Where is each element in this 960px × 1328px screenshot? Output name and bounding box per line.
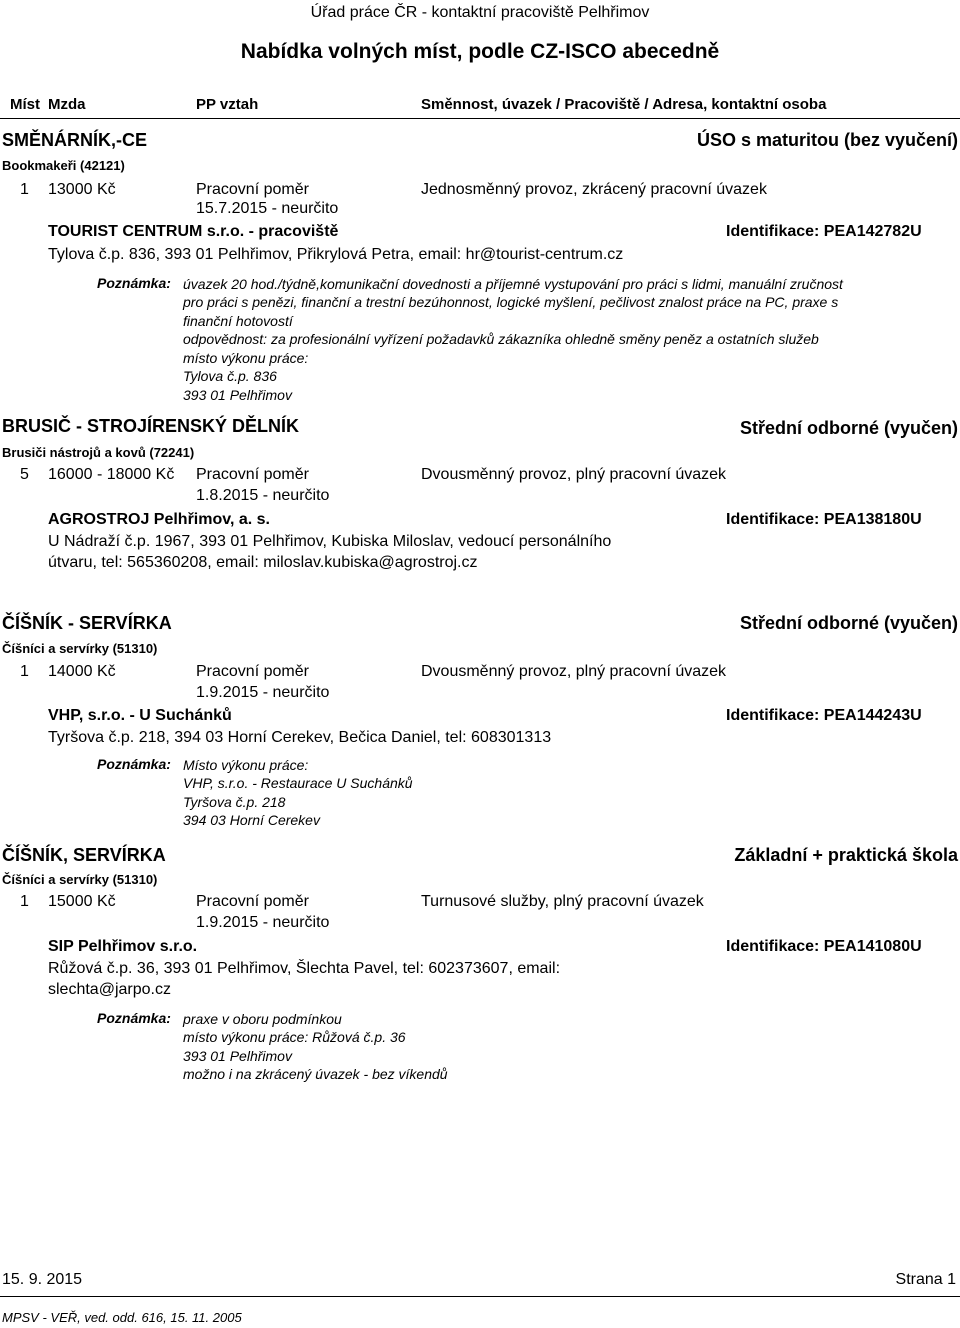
- employment-type: Pracovní poměr: [196, 663, 309, 680]
- job-category: Brusiči nástrojů a kovů (72241): [2, 445, 195, 460]
- education-level: Střední odborné (vyučen): [739, 418, 958, 438]
- employment-type: Pracovní poměr: [196, 893, 309, 910]
- page-title: Nabídka volných míst, podle CZ-ISCO abecedně: [240, 40, 720, 63]
- note-line: VHP, s.r.o. - Restaurace U Suchánků: [183, 775, 413, 791]
- note-line: Tylova č.p. 836: [183, 368, 277, 384]
- column-header-mzda: Mzda: [48, 96, 86, 113]
- vacancy-count: 1: [20, 181, 29, 198]
- note-line: Tyršova č.p. 218: [183, 793, 286, 810]
- employer-address: U Nádraží č.p. 1967, 393 01 Pelhřimov, Kubiska Miloslav, vedoucí personálního: [48, 533, 612, 550]
- shift-info: Dvousměnný provoz, plný pracovní úvazek: [421, 466, 727, 483]
- footer-page-number: Strana 1: [895, 1271, 956, 1288]
- header-divider: [0, 118, 960, 119]
- employer-name: SIP Pelhřimov s.r.o.: [48, 938, 198, 955]
- education-level: ÚSO s maturitou (bez vyučení): [696, 130, 958, 150]
- job-category: Bookmakeři (42121): [2, 158, 125, 173]
- wage: 15000 Kč: [48, 893, 116, 910]
- note-text: úvazek 20 hod./týdně,komunikační dovednosti a příjemné vystupování pro práci s lidmi, manuální zručnost: [183, 276, 843, 292]
- employer-address: Tyršova č.p. 218, 394 03 Horní Cerekev, Bečica Daniel, tel: 608301313: [48, 729, 552, 746]
- job-title: ČÍŠNÍK - SERVÍRKA: [2, 613, 172, 633]
- note-text: Místo výkonu práce:: [183, 757, 309, 773]
- date-range: 15.7.2015 - neurčito: [196, 200, 339, 217]
- wage: 13000 Kč: [48, 181, 116, 198]
- employer-address: Růžová č.p. 36, 393 01 Pelhřimov, Šlechta Pavel, tel: 602373607, email:: [48, 960, 561, 977]
- note-line: pro práci s penězi, finanční a trestní bezúhonnost, logické myšlení, pečlivost znalost práce na PC, praxe s: [183, 294, 839, 310]
- education-level: Střední odborné (vyučen): [739, 613, 958, 633]
- footer-date: 15. 9. 2015: [2, 1271, 83, 1288]
- column-header-pp-vztah: PP vztah: [196, 96, 259, 113]
- job-category: Číšníci a servírky (51310): [2, 872, 158, 887]
- employer-name: VHP, s.r.o. - U Suchánků: [48, 707, 232, 724]
- employer-name: TOURIST CENTRUM s.r.o. - pracoviště: [48, 223, 339, 240]
- job-id: Identifikace: PEA144243U: [726, 707, 922, 724]
- wage: 16000 - 18000 Kč: [48, 466, 175, 483]
- vacancy-count: 1: [20, 893, 29, 910]
- note-body: [183, 774, 883, 830]
- date-range: 1.9.2015 - neurčito: [196, 914, 330, 931]
- employment-type: Pracovní poměr: [196, 181, 309, 198]
- vacancy-count: 1: [20, 663, 29, 680]
- job-title: ČÍŠNÍK, SERVÍRKA: [2, 845, 166, 865]
- note-text: praxe v oboru podmínkou: [183, 1011, 342, 1027]
- column-header-smennost: Směnnost, úvazek / Pracoviště / Adresa, kontaktní osoba: [421, 96, 827, 113]
- vacancy-count: 5: [20, 466, 29, 483]
- shift-info: Turnusové služby, plný pracovní úvazek: [421, 893, 704, 910]
- note-body: [183, 293, 953, 404]
- employer-address: slechta@jarpo.cz: [48, 981, 171, 998]
- note-label: Poznámka:: [97, 275, 171, 291]
- employer-name: AGROSTROJ Pelhřimov, a. s.: [48, 511, 270, 528]
- note-label: Poznámka:: [97, 756, 171, 772]
- job-id: Identifikace: PEA141080U: [726, 938, 922, 955]
- note-line: 393 01 Pelhřimov: [183, 386, 292, 403]
- footer-divider: [0, 1296, 960, 1297]
- employer-address: útvaru, tel: 565360208, email: miloslav.kubiska@agrostroj.cz: [48, 554, 478, 571]
- note-label: Poznámka:: [97, 1010, 171, 1026]
- note-line: 393 01 Pelhřimov: [183, 1047, 292, 1064]
- note-line: finanční hotovostí: [183, 312, 293, 329]
- education-level: Základní + praktická škola: [734, 845, 958, 865]
- note-line: možno i na zkrácený úvazek - bez víkendů: [183, 1066, 448, 1082]
- note-line: místo výkonu práce:: [183, 349, 309, 366]
- job-id: Identifikace: PEA138180U: [726, 511, 922, 528]
- employment-type: Pracovní poměr: [196, 466, 309, 483]
- job-category: Číšníci a servírky (51310): [2, 641, 158, 656]
- date-range: 1.9.2015 - neurčito: [196, 684, 330, 701]
- shift-info: Dvousměnný provoz, plný pracovní úvazek: [421, 663, 727, 680]
- note-line: odpovědnost: za profesionální vyřízení požadavků zákazníka ohledně směny peněz a ostatních služeb: [183, 331, 819, 347]
- column-header-mist: Míst: [10, 96, 40, 113]
- job-id: Identifikace: PEA142782U: [726, 223, 922, 240]
- note-line: 394 03 Horní Cerekev: [183, 812, 320, 828]
- note-body: [183, 1028, 883, 1084]
- footer-meta: MPSV - VEŘ, ved. odd. 616, 15. 11. 2005: [2, 1310, 242, 1325]
- wage: 14000 Kč: [48, 663, 116, 680]
- employer-address: Tylova č.p. 836, 393 01 Pelhřimov, Přikrylová Petra, email: hr@tourist-centrum.cz: [48, 246, 624, 263]
- job-title: BRUSIČ - STROJÍRENSKÝ DĚLNÍK: [2, 416, 300, 436]
- note-line: místo výkonu práce: Růžová č.p. 36: [183, 1029, 406, 1045]
- job-title: SMĚNÁRNÍK,-CE: [2, 130, 148, 150]
- office-name: Úřad práce ČR - kontaktní pracoviště Pelhřimov: [310, 4, 650, 21]
- date-range: 1.8.2015 - neurčito: [196, 487, 330, 504]
- shift-info: Jednosměnný provoz, zkrácený pracovní úvazek: [421, 181, 767, 198]
